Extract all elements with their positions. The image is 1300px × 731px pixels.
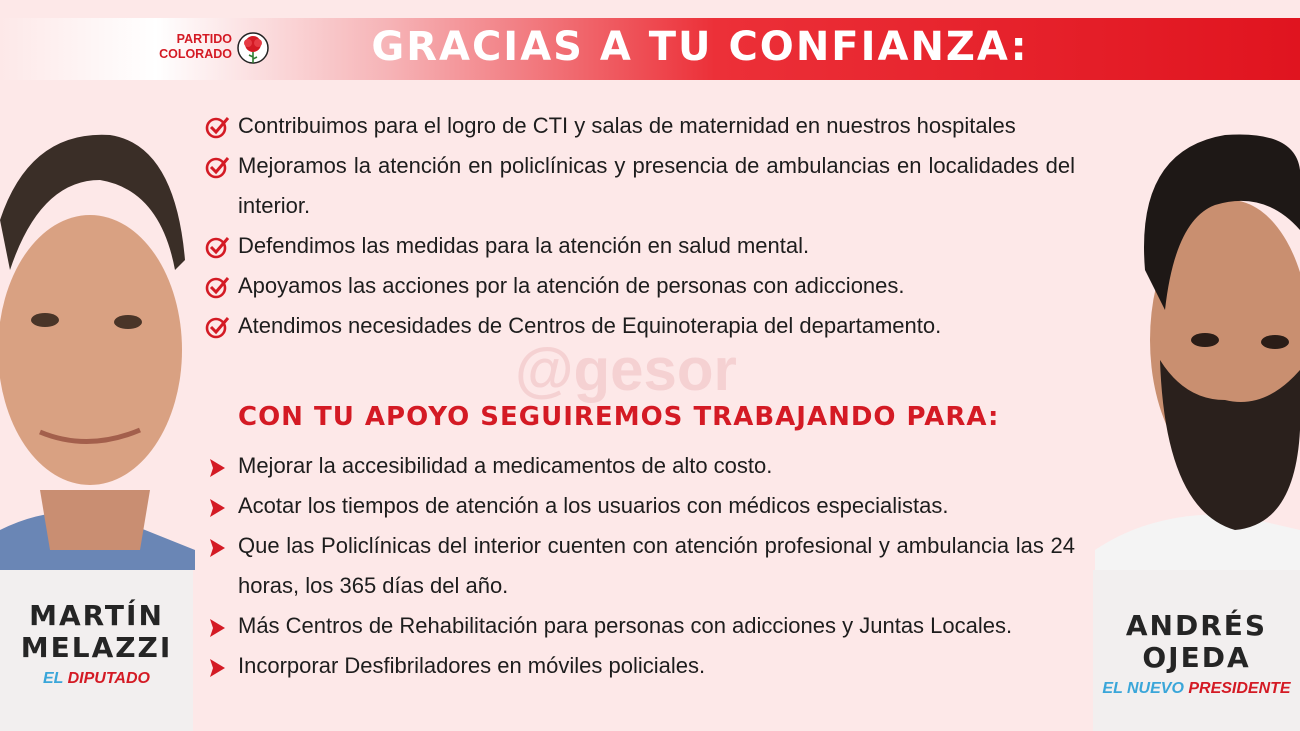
item-text: Mejorar la accesibilidad a medicamentos de alto costo.	[238, 453, 773, 478]
party-name-line1: PARTIDO	[176, 32, 232, 46]
carnation-icon	[236, 30, 270, 70]
role-title: PRESIDENTE	[1188, 680, 1291, 697]
name-first: MARTÍN	[29, 599, 164, 632]
list-item	[205, 646, 1075, 686]
check-circle-icon	[205, 275, 231, 299]
item-text: Contribuimos para el logro de CTI y salas de maternidad en nuestros hospitales	[238, 113, 1016, 138]
item-text: Que las Policlínicas del interior cuenten con atención profesional y ambulancia las 24 horas, los 365 días del año.	[238, 533, 1075, 598]
banner-title: GRACIAS A TU CONFIANZA:	[371, 24, 1029, 70]
arrow-right-icon	[205, 655, 231, 679]
item-text: Defendimos las medidas para la atención en salud mental.	[238, 233, 810, 258]
item-text: Más Centros de Rehabilitación para personas con adicciones y Juntas Locales.	[238, 613, 1013, 638]
role-prefix: EL	[43, 670, 64, 687]
portrait-martin-melazzi	[0, 110, 195, 570]
portrait-andres-ojeda	[1095, 110, 1300, 570]
list-item	[205, 226, 1075, 266]
party-name	[154, 32, 232, 62]
name-last: MELAZZI	[20, 631, 173, 664]
party-name-line2: COLORADO	[159, 47, 232, 61]
arrow-right-icon	[205, 535, 231, 559]
item-text: Atendimos necesidades de Centros de Equinoterapia del departamento.	[238, 313, 942, 338]
check-circle-icon	[205, 155, 231, 179]
list-item	[205, 146, 1075, 226]
arrow-right-icon	[205, 455, 231, 479]
role-label	[1093, 680, 1300, 698]
role-prefix: EL NUEVO	[1102, 680, 1184, 697]
achievements-list	[205, 106, 1075, 346]
check-circle-icon	[205, 315, 231, 339]
list-item	[205, 106, 1075, 146]
goals-list	[205, 446, 1075, 686]
role-label	[0, 670, 193, 688]
check-circle-icon	[205, 115, 231, 139]
item-text: Apoyamos las acciones por la atención de personas con adicciones.	[238, 273, 905, 298]
item-text: Incorporar Desfibriladores en móviles policiales.	[238, 653, 706, 678]
name-last: OJEDA	[1142, 641, 1251, 674]
list-item	[205, 306, 1075, 346]
watermark: @gesor	[515, 336, 737, 403]
list-item	[205, 486, 1075, 526]
name-first: ANDRÉS	[1125, 609, 1268, 642]
arrow-right-icon	[205, 495, 231, 519]
role-title: DIPUTADO	[67, 670, 150, 687]
list-item	[205, 266, 1075, 306]
item-text: Acotar los tiempos de atención a los usuarios con médicos especialistas.	[238, 493, 949, 518]
name-card-left	[0, 570, 193, 731]
party-logo-block	[150, 30, 272, 72]
list-item	[205, 606, 1075, 646]
section-subheading: CON TU APOYO SEGUIREMOS TRABAJANDO PARA:	[238, 402, 1000, 432]
list-item	[205, 446, 1075, 486]
item-text: Mejoramos la atención en policlínicas y presencia de ambulancias en localidades del interior.	[238, 153, 1075, 218]
check-circle-icon	[205, 235, 231, 259]
list-item	[205, 526, 1075, 606]
name-card-right	[1093, 570, 1300, 731]
arrow-right-icon	[205, 615, 231, 639]
